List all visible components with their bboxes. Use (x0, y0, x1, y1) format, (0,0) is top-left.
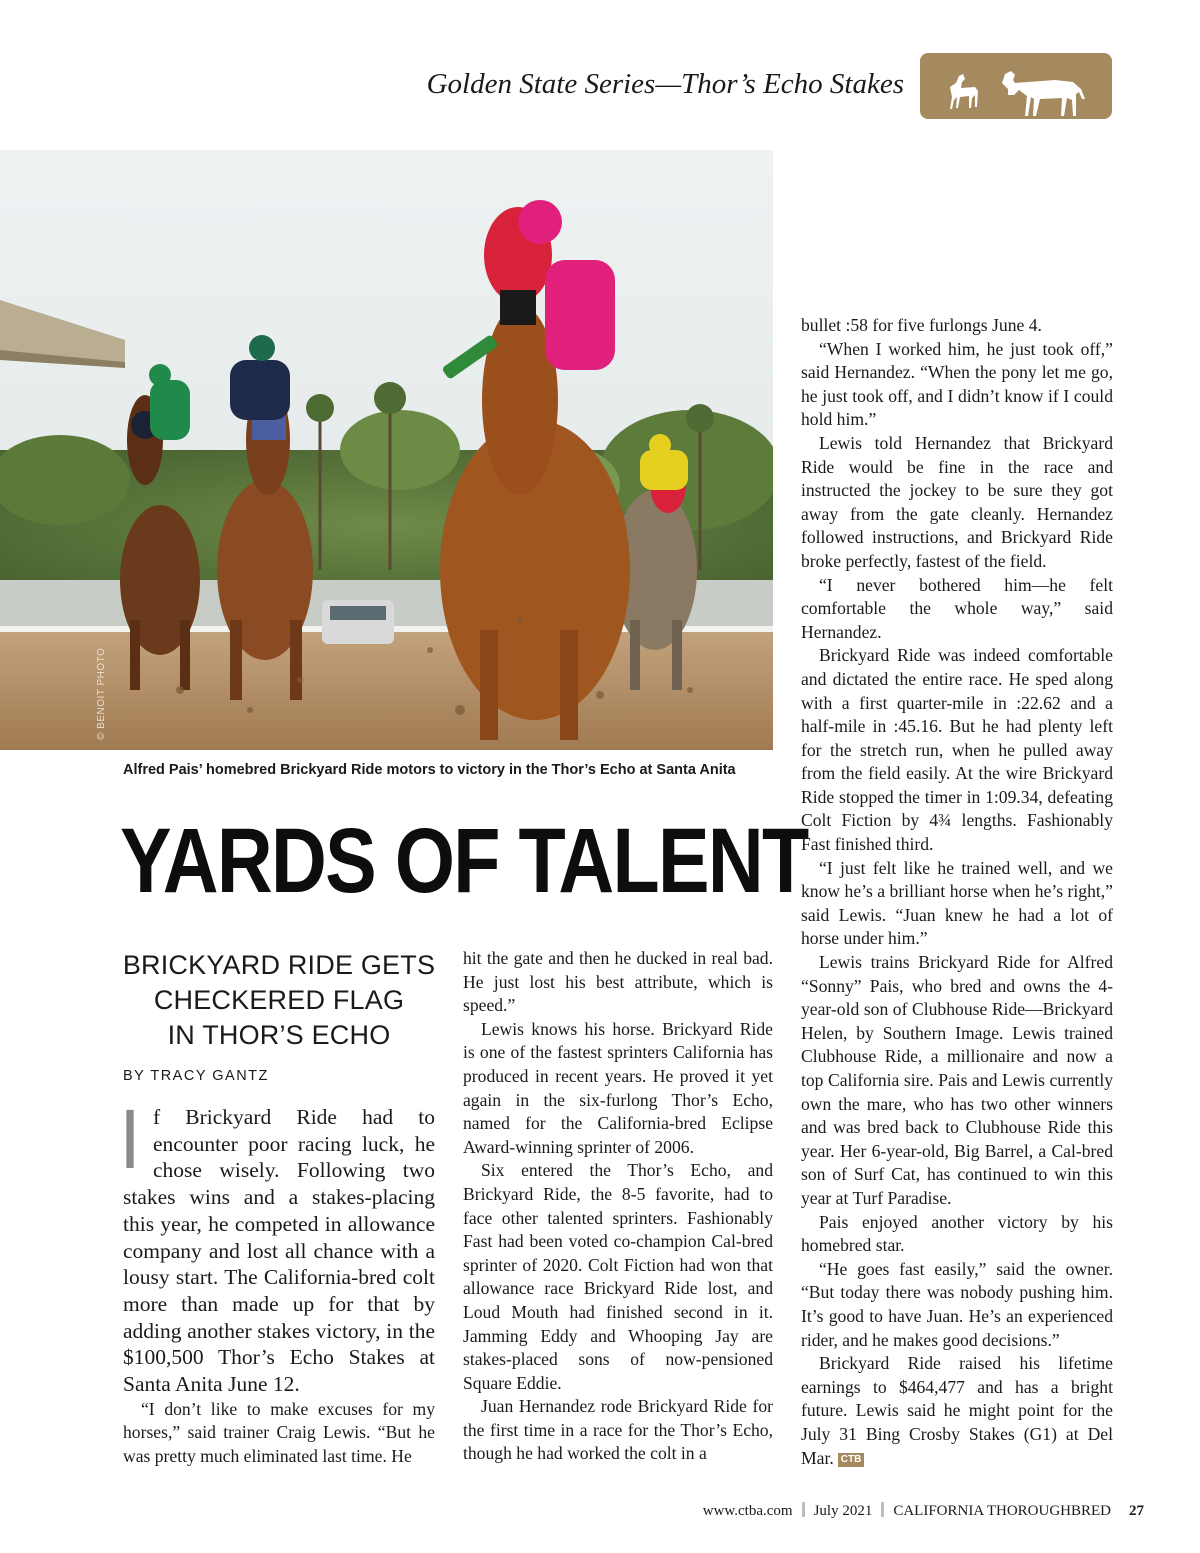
paragraph: Lewis told Hernandez that Brickyard Ride would be fine in the race and instructed the jockey to be sure they got away from the gate cleanly. Hernandez followed instructions, and Brickyard Ride broke perfectly, fastest of the field. (801, 432, 1113, 571)
photo-credit: © BENOIT PHOTO (96, 647, 107, 740)
footer-separator (881, 1502, 884, 1517)
race-photo (0, 150, 773, 750)
footer-magazine: CALIFORNIA THOROUGHBRED (893, 1503, 1111, 1519)
subhead-line: IN THOR’S ECHO (167, 1020, 391, 1050)
paragraph: Brickyard Ride was indeed comfortable and dictated the entire race. He sped along with a first quarter-mile in :22.62 and a half-mile in :45.16. But he had plenty left for the stretch run, when he pulled away from the field easily. At the wire Brickyard Ride stopped the timer in 1:09.34, defeating Colt Fiction by 4¾ lengths. Fashionably Fast finished third. (801, 645, 1113, 855)
headline: YARDS OF TALENT (120, 810, 808, 912)
lead-paragraph (123, 1092, 435, 1398)
byline: BY TRACY GANTZ (123, 1068, 269, 1084)
final-paragraph-text: Brickyard Ride raised his lifetime earnings to $464,477 and has a bright future. Lewis said he might point for the July 31 Bing Crosby Stakes (G1) at Del Mar. (801, 1353, 1113, 1468)
paragraph: Lewis knows his horse. Brickyard Ride is one of the fastest sprinters California has produced in recent years. He proved it yet again in the six-furlong Thor’s Echo, named for the California-bred Eclipse Award-winning sprinter of 2006. (463, 1018, 773, 1157)
mare-and-foal-icon (920, 53, 1112, 119)
paragraph: “I don’t like to make excuses for my horses,” said trainer Craig Lewis. “But he was pretty much eliminated last time. He (123, 1398, 435, 1466)
ctb-end-mark: CTB (838, 1453, 865, 1467)
paragraph (801, 1352, 1113, 1470)
subhead-line: BRICKYARD RIDE GETS (122, 950, 436, 980)
paragraph: Lewis trains Brickyard Ride for Alfred “Sonny” Pais, who bred and owns the 4-year-old son of Clubhouse Ride—Brickyard Helen, by Southern Image. Lewis trained Clubhouse Ride, a millionaire and now a top California sire. Pais and Lewis currently own the mare, who has two other winners and was bred back to Clubhouse Ride this year. Her 6-year-old, Big Barrel, a Cal-bred son of Surf Cat, has continued to win this year at Turf Paradise. (801, 952, 1113, 1208)
paragraph: Six entered the Thor’s Echo, and Brickyard Ride, the 8-5 favorite, had to face other talented sprinters. Fashionably Fast had been voted co-champion Cal-bred sprinter of 2020. Colt Fiction had won that allowance race Brickyard Ride lost, and Loud Mouth had finished second in it. Jamming Eddy and Whooping Jay are stakes-placed sons of now-pensioned Square Eddie. (463, 1160, 773, 1393)
paragraph: “I just felt like he trained well, and we know he’s a brilliant horse when he’s right,” said Lewis. “Juan knew he had a lot of horse under him.” (801, 857, 1113, 949)
paragraph: “I never bothered him—he felt comfortable the whole way,” said Hernandez. (801, 574, 1113, 642)
paragraph: Pais enjoyed another victory by his homebred star. (801, 1211, 1113, 1256)
paragraph: hit the gate and then he ducked in real bad. He just lost his best attribute, which is speed.” (463, 948, 773, 1016)
page-number: 27 (1129, 1503, 1144, 1519)
footer-website: www.ctba.com (702, 1503, 793, 1519)
footer-separator (802, 1502, 805, 1517)
paragraph: bullet :58 for five furlongs June 4. (801, 315, 1042, 335)
paragraph: “He goes fast easily,” said the owner. “But today there was nobody pushing him. It’s good to have Juan. He’s an experienced rider, and he makes good decisions.” (801, 1258, 1113, 1350)
paragraph: “When I worked him, he just took off,” said Hernandez. “When the pony let me go, he just took off, and I didn’t know if I could hold him.” (801, 338, 1113, 430)
subhead-line: CHECKERED FLAG (153, 985, 405, 1015)
running-header: Golden State Series—Thor’s Echo Stakes (426, 68, 904, 100)
subhead (118, 948, 440, 1053)
paragraph: Juan Hernandez rode Brickyard Ride for the first time in a race for the Thor’s Echo, though he had worked the colt in a (463, 1396, 773, 1464)
article-column-1 (123, 1092, 435, 1469)
article-column-3 (801, 314, 1113, 1470)
page-footer (703, 1502, 1144, 1520)
lead-text: f Brickyard Ride had to encounter poor racing luck, he chose wisely. Following two stakes wins and a stakes-placing this year, he competed in allowance company and lost all chance with a lousy start. The California-bred colt more than made up for that by adding another stakes victory, in the $100,500 Thor’s Echo Stakes at Santa Anita June 12. (123, 1105, 435, 1397)
drop-cap: I (123, 1092, 138, 1186)
article-column-2 (463, 947, 773, 1466)
footer-issue: July 2021 (813, 1503, 873, 1519)
photo-caption: Alfred Pais’ homebred Brickyard Ride motors to victory in the Thor’s Echo at Santa Anita (123, 762, 736, 778)
